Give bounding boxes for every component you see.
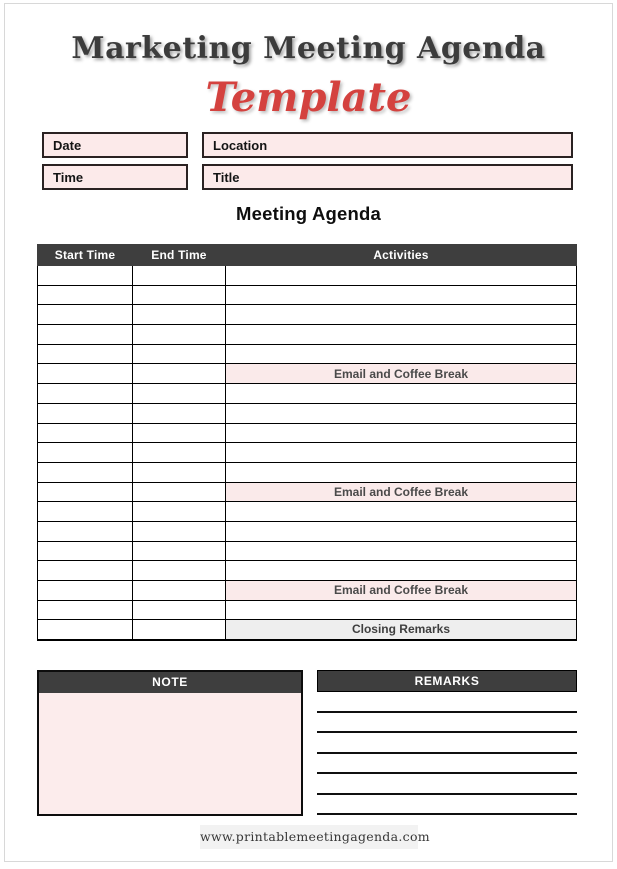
activity-cell: Email and Coffee Break: [226, 364, 577, 384]
activity-cell[interactable]: [226, 600, 577, 620]
start-time-cell[interactable]: [38, 561, 133, 581]
start-time-cell[interactable]: [38, 482, 133, 502]
remarks-line[interactable]: [317, 754, 577, 775]
agenda-row: [38, 285, 577, 305]
agenda-row: [38, 462, 577, 482]
agenda-table-body: [38, 266, 577, 640]
start-time-cell[interactable]: [38, 325, 133, 345]
start-time-cell[interactable]: [38, 305, 133, 325]
end-time-cell[interactable]: [133, 384, 226, 404]
agenda-row: [38, 325, 577, 345]
col-header-end-time: End Time: [133, 245, 226, 266]
end-time-cell[interactable]: [133, 620, 226, 640]
page-title: Marketing Meeting Agenda: [71, 31, 546, 66]
agenda-row: [38, 364, 577, 384]
agenda-row: [38, 266, 577, 286]
start-time-cell[interactable]: [38, 384, 133, 404]
start-time-cell[interactable]: [38, 581, 133, 601]
note-body[interactable]: [39, 693, 301, 814]
page-subtitle: Template: [205, 74, 412, 121]
activity-cell: Closing Remarks: [226, 620, 577, 640]
end-time-cell[interactable]: [133, 482, 226, 502]
agenda-header-row: [38, 245, 577, 266]
start-time-cell[interactable]: [38, 285, 133, 305]
remarks-line[interactable]: [317, 692, 577, 713]
start-time-cell[interactable]: [38, 423, 133, 443]
agenda-row: [38, 521, 577, 541]
end-time-cell[interactable]: [133, 325, 226, 345]
activity-cell[interactable]: [226, 541, 577, 561]
footer-link[interactable]: www.printablemeetingagenda.com: [200, 825, 418, 849]
start-time-cell[interactable]: [38, 620, 133, 640]
start-time-cell[interactable]: [38, 403, 133, 423]
activity-cell[interactable]: [226, 403, 577, 423]
agenda-row: [38, 384, 577, 404]
date-label: Date: [53, 137, 82, 153]
agenda-row: [38, 561, 577, 581]
end-time-cell[interactable]: [133, 581, 226, 601]
note-section: [37, 670, 303, 816]
activity-cell[interactable]: [226, 285, 577, 305]
activity-cell: Email and Coffee Break: [226, 482, 577, 502]
title-field[interactable]: [202, 164, 573, 190]
agenda-row: [38, 581, 577, 601]
start-time-cell[interactable]: [38, 462, 133, 482]
time-label: Time: [53, 169, 84, 185]
end-time-cell[interactable]: [133, 423, 226, 443]
activity-cell[interactable]: [226, 266, 577, 286]
info-field-row-1: [42, 132, 573, 158]
start-time-cell[interactable]: [38, 502, 133, 522]
agenda-row: [38, 403, 577, 423]
start-time-cell[interactable]: [38, 266, 133, 286]
location-label: Location: [213, 137, 268, 153]
end-time-cell[interactable]: [133, 521, 226, 541]
agenda-row: [38, 541, 577, 561]
agenda-table: [37, 244, 577, 641]
activity-cell[interactable]: [226, 561, 577, 581]
activity-cell[interactable]: [226, 325, 577, 345]
end-time-cell[interactable]: [133, 561, 226, 581]
activity-cell[interactable]: [226, 443, 577, 463]
start-time-cell[interactable]: [38, 344, 133, 364]
activity-cell[interactable]: [226, 462, 577, 482]
agenda-row: [38, 600, 577, 620]
end-time-cell[interactable]: [133, 462, 226, 482]
start-time-cell[interactable]: [38, 600, 133, 620]
remarks-line[interactable]: [317, 774, 577, 795]
activity-cell[interactable]: [226, 521, 577, 541]
start-time-cell[interactable]: [38, 364, 133, 384]
activity-cell[interactable]: [226, 344, 577, 364]
start-time-cell[interactable]: [38, 443, 133, 463]
col-header-start-time: Start Time: [38, 245, 133, 266]
activity-cell[interactable]: [226, 502, 577, 522]
end-time-cell[interactable]: [133, 443, 226, 463]
end-time-cell[interactable]: [133, 600, 226, 620]
start-time-cell[interactable]: [38, 521, 133, 541]
end-time-cell[interactable]: [133, 403, 226, 423]
remarks-section: [317, 670, 577, 815]
end-time-cell[interactable]: [133, 344, 226, 364]
remarks-header: REMARKS: [317, 670, 577, 692]
title-label: Title: [213, 169, 240, 185]
agenda-row: [38, 482, 577, 502]
agenda-row: [38, 305, 577, 325]
location-field[interactable]: [202, 132, 573, 158]
end-time-cell[interactable]: [133, 502, 226, 522]
info-field-row-2: [42, 164, 573, 190]
remarks-line[interactable]: [317, 795, 577, 816]
activity-cell[interactable]: [226, 305, 577, 325]
end-time-cell[interactable]: [133, 266, 226, 286]
end-time-cell[interactable]: [133, 305, 226, 325]
time-field[interactable]: [42, 164, 188, 190]
remarks-line[interactable]: [317, 733, 577, 754]
agenda-row: [38, 344, 577, 364]
agenda-row: [38, 502, 577, 522]
col-header-activities: Activities: [226, 245, 577, 266]
agenda-row: [38, 443, 577, 463]
end-time-cell[interactable]: [133, 364, 226, 384]
end-time-cell[interactable]: [133, 285, 226, 305]
agenda-row: [38, 423, 577, 443]
remarks-line[interactable]: [317, 713, 577, 734]
end-time-cell[interactable]: [133, 541, 226, 561]
remarks-lines: [317, 692, 577, 815]
date-field[interactable]: [42, 132, 188, 158]
activity-cell[interactable]: [226, 384, 577, 404]
note-header: NOTE: [39, 672, 301, 693]
agenda-row: [38, 620, 577, 640]
start-time-cell[interactable]: [38, 541, 133, 561]
activity-cell[interactable]: [226, 423, 577, 443]
activity-cell: Email and Coffee Break: [226, 581, 577, 601]
section-heading: Meeting Agenda: [236, 203, 381, 224]
